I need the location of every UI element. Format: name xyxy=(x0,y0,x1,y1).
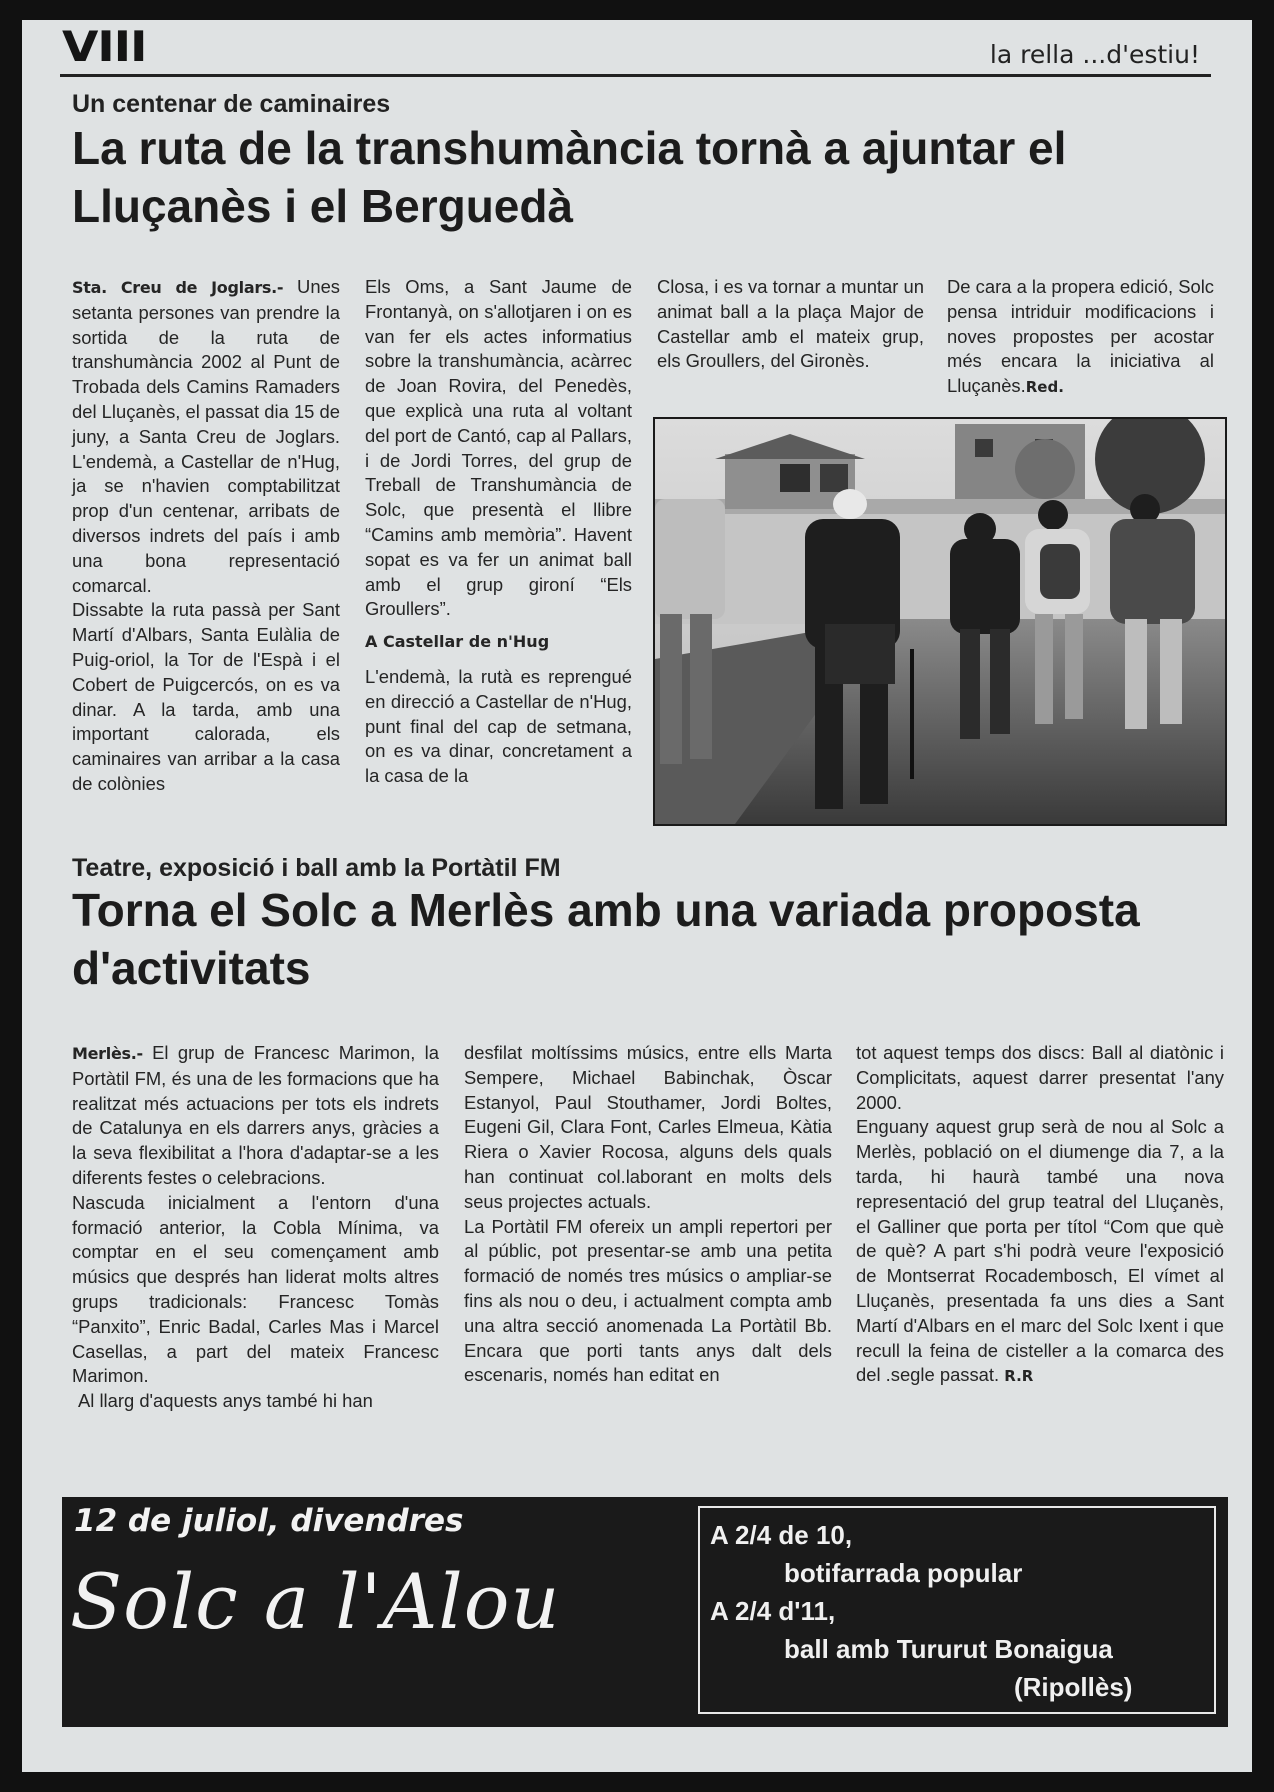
article1-col2-p1: Els Oms, a Sant Jaume de Frontanyà, on s'allotjaren i on es van fer els actes informatius sobre la transhumància, acàrrec de Joan Rovira, del Penedès, que explicà una ruta al voltant del port de Cantó, cap al Pallars, i de Jordi Torres, del grup de Treball de Transhumància de Solc, que presentà el llibre “Camins amb memòria”. Havent sopat es va fer un animat ball amb el grup gironí “Els Groullers”. xyxy=(365,276,632,620)
article2-col2-p1: desfilat moltíssims músics, entre ells Marta Sempere, Michael Babinchak, Òscar Estanyol, Paul Stouthamer, Jordi Boltes, Eugeni Gil, Clara Font, Carles Elmeua, Kàtia Riera o Xavier Rocosa, alguns dels quals han continuat col.laborant en molts dels seus projectes actuals. xyxy=(464,1042,832,1212)
article2-col1-p2: Nascuda inicialment a l'entorn d'una formació anterior, la Cobla Mínima, va comptar en el seu començament amb músics que després han liderat molts altres grups tradicionals: Francesc Tomàs “Panxito”, Enric Badal, Carles Mas i Marcel Casellas, a part del mateix Francesc Marimon. xyxy=(72,1191,439,1387)
page-number: VIII xyxy=(62,22,147,71)
article1-signature: Red. xyxy=(1025,378,1064,397)
article2-signature: R.R xyxy=(1004,1367,1034,1386)
article2-column-2 xyxy=(464,1041,832,1388)
article1-col1-p1: Unes setanta persones van prendre la sortida de la ruta de transhumància 2002 al Punt de Trobada dels Camins Ramaders del Lluçanès, el passat dia 15 de juny, a Santa Creu de Joglars. L'endemà, a Castellar de n'Hug, ja se n'havien comptabilitzat prop d'un centenar, arribats de diversos indrets del país i amb una bona representació comarcal. xyxy=(72,276,340,596)
article1-col3-p1: Closa, i es va tornar a muntar un animat ball a la plaça Major de Castellar amb el mateix grup, els Groullers, del Gironès. xyxy=(657,276,924,372)
article2-column-3 xyxy=(856,1041,1224,1389)
article1-col1-p2: Dissabte la ruta passà per Sant Martí d'Albars, Santa Eulàlia de Puig-oriol, la Tor de l'Espà i el Cobert de Puigcercós, on es va dinar. A la tarda, amb una important calorada, els caminaires van arribar a la casa de colònies xyxy=(72,599,340,794)
article2-dateline: Merlès.- xyxy=(72,1044,143,1063)
article1-subhead: A Castellar de n'Hug xyxy=(365,632,550,652)
event-banner xyxy=(62,1497,1228,1727)
schedule-time-2: A 2/4 d'11, xyxy=(710,1596,836,1626)
article1-column-3 xyxy=(657,275,924,374)
article2-kicker: Teatre, exposició i ball amb la Portàtil FM xyxy=(72,854,561,882)
article1-kicker: Un centenar de caminaires xyxy=(72,90,391,118)
article1-col2-p2: L'endemà, la rutà es reprengué en direcció a Castellar de n'Hug, punt final del cap de setmana, on es va dinar, concretament a la casa de la xyxy=(365,665,632,787)
schedule-event-2-origin: (Ripollès) xyxy=(1014,1672,1133,1702)
article2-col3-p2: Enguany aquest grup serà de nou al Solc a Merlès, població on el diumenge dia 7, a la tarda, hi haurà també una nova representació del grup teatral del Lluçanès, el Galliner que porta per títol “Com que què de què? A part s'hi podrà veure l'exposició de Montserrat Rocadembosch, El vímet al Lluçanès, presentada fa uns dies a Sant Martí d'Albars en el marc del Solc Ixent i que recull la feina de cisteller a la comarca des del .segle passat. xyxy=(856,1116,1224,1386)
article2-col1-p3: Al llarg d'aquests anys també hi han xyxy=(78,1390,373,1412)
header-rule xyxy=(60,74,1211,77)
article2-column-1 xyxy=(72,1041,439,1414)
article1-column-1 xyxy=(72,275,340,797)
event-date: 12 de juliol, divendres xyxy=(74,1503,464,1539)
hikers-photo xyxy=(653,417,1227,826)
schedule-event-1: botifarrada popular xyxy=(784,1558,1023,1588)
article2-col1-p1: El grup de Francesc Marimon, la Portàtil FM, és una de les formacions que ha realitzat més actuacions per tots els indrets de Catalunya en els darrers anys, gràcies a la seva flexibilitat a l'hora d'adaptar-se a les diferents festes o celebracions. xyxy=(72,1042,439,1188)
article1-col4-p1: De cara a la propera edició, Solc pensa intriduir modificacions i noves propostes per acostar més encara la iniciativa al Lluçanès. xyxy=(947,276,1214,397)
newspaper-page xyxy=(22,20,1252,1772)
article1-column-4 xyxy=(947,275,1214,400)
article2-col2-p2: La Portàtil FM ofereix un ampli repertori per al públic, pot presentar-se amb una petita formació de només tres músics o ampliar-se fins als nou o deu, i actualment compta amb una altra secció anomenada La Portàtil Bb. Encara que porti tants anys dalt dels escenaris, només han editat en xyxy=(464,1215,832,1386)
running-title: la rella ...d'estiu! xyxy=(989,40,1200,69)
article1-column-2 xyxy=(365,275,632,789)
event-title: Solc a l'Alou xyxy=(70,1557,561,1646)
schedule-event-2: ball amb Tururut Bonaigua xyxy=(784,1634,1113,1664)
event-schedule-box xyxy=(698,1506,1216,1714)
article2-headline: Torna el Solc a Merlès amb una variada proposta d'activitats xyxy=(72,884,1140,994)
schedule-time-1: A 2/4 de 10, xyxy=(710,1520,853,1550)
article1-dateline: Sta. Creu de Joglars.- xyxy=(72,278,284,297)
article2-col3-p1: tot aquest temps dos discs: Ball al diatònic i Complicitats, aquest darrer presentat l'any 2000. xyxy=(856,1042,1224,1113)
article1-headline: La ruta de la transhumància tornà a ajuntar el Lluçanès i el Berguedà xyxy=(72,122,1067,232)
